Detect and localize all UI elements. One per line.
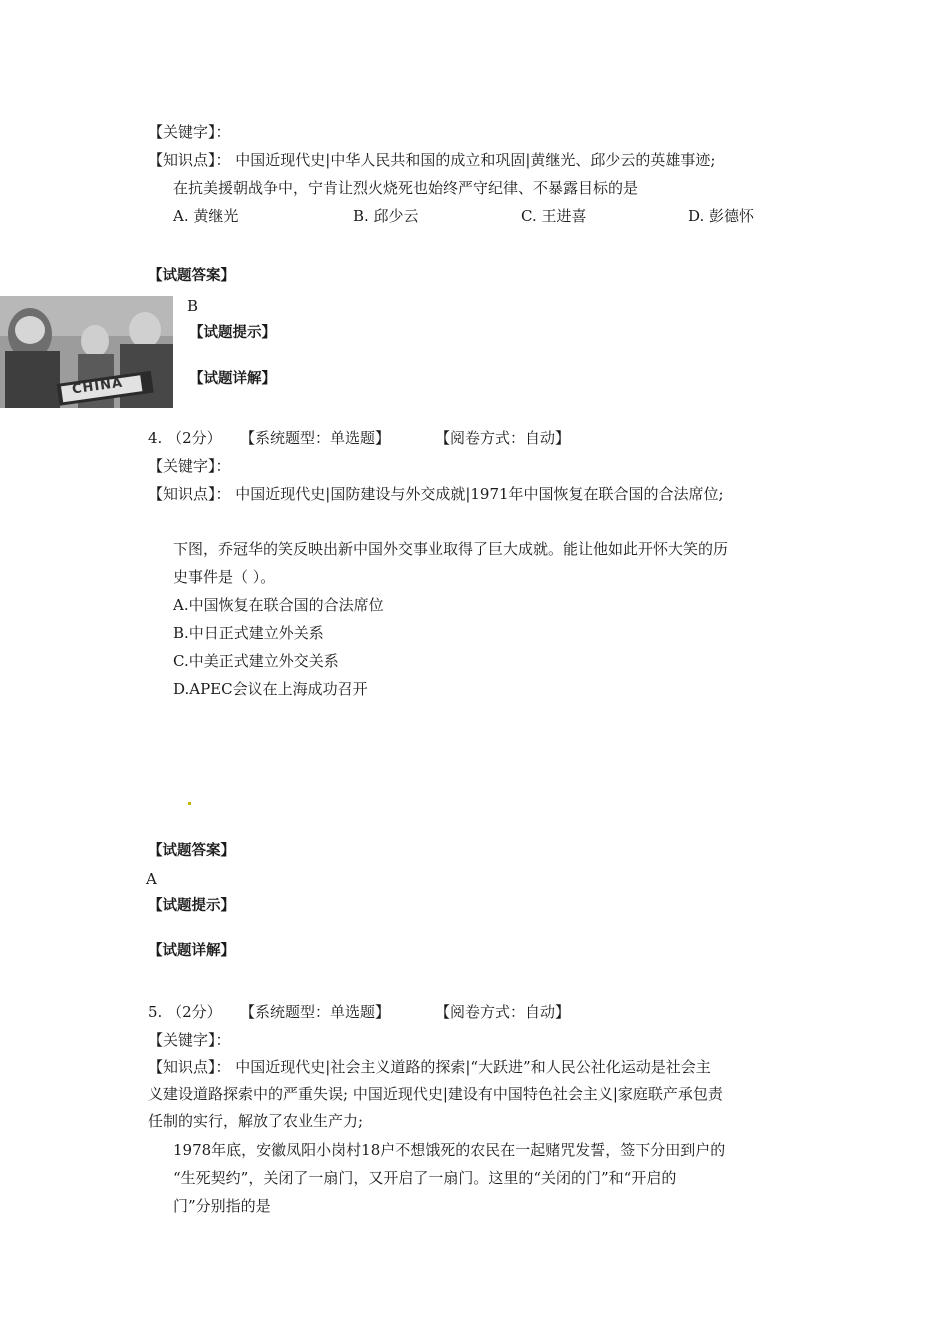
q4-hint-label: 【试题提示】 bbox=[148, 898, 235, 914]
q3-option-d: D. 彭德怀 bbox=[688, 207, 755, 225]
q5-grading-mode: 【阅卷方式：自动】 bbox=[435, 1003, 571, 1021]
q5-stem-line-2: “生死契约”，关闭了一扇门，又开启了一扇门。这里的“关闭的门”和“开启的 bbox=[173, 1169, 677, 1187]
q3-option-b: B. 邱少云 bbox=[353, 207, 419, 225]
q4-stem-line-1: 下图，乔冠华的笑反映出新中国外交事业取得了巨大成就。能让他如此开怀大笑的历 bbox=[173, 540, 729, 558]
q4-system-type: 【系统题型：单选题】 bbox=[240, 429, 391, 447]
q5-number-score: 5. （2分） bbox=[148, 1003, 222, 1021]
q4-knowledge-points: 【知识点】： 中国近现代史|国防建设与外交成就|1971年中国恢复在联合国的合法席位; bbox=[148, 485, 724, 503]
q3-keywords: 【关键字】： bbox=[148, 123, 231, 141]
q4-option-a: A.中国恢复在联合国的合法席位 bbox=[173, 596, 384, 614]
q4-answer-label: 【试题答案】 bbox=[148, 843, 235, 859]
q4-detail-label: 【试题详解】 bbox=[148, 943, 235, 959]
q4-answer: A bbox=[146, 870, 157, 888]
q3-option-a: A. 黄继光 bbox=[173, 207, 239, 225]
q5-knowledge-line-3: 任制的实行，解放了农业生产力; bbox=[148, 1112, 364, 1130]
q5-knowledge-line-1: 【知识点】： 中国近现代史|社会主义道路的探索|“大跃进”和人民公社化运动是社会主 bbox=[148, 1058, 711, 1076]
q4-option-b: B.中日正式建立外关系 bbox=[173, 624, 324, 642]
q5-stem-line-3: 门”分别指的是 bbox=[173, 1197, 271, 1215]
q4-option-c: C.中美正式建立外交关系 bbox=[173, 652, 339, 670]
q3-option-c: C. 王进喜 bbox=[521, 207, 587, 225]
q5-knowledge-line-2: 义建设道路探索中的严重失误; 中国近现代史|建设有中国特色社会主义|家庭联产承包责 bbox=[148, 1085, 723, 1103]
china-placard-text: CHINA bbox=[71, 375, 124, 398]
qiao-guanhua-laughing-photo bbox=[0, 296, 173, 408]
q3-hint-label: 【试题提示】 bbox=[189, 325, 276, 341]
q5-system-type: 【系统题型：单选题】 bbox=[240, 1003, 391, 1021]
q4-keywords: 【关键字】： bbox=[148, 457, 231, 475]
q3-answer: B bbox=[187, 297, 199, 315]
q3-detail-label: 【试题详解】 bbox=[189, 371, 276, 387]
q4-stem-line-2: 史事件是（ ）。 bbox=[173, 568, 276, 586]
q5-keywords: 【关键字】： bbox=[148, 1031, 231, 1049]
q4-option-d: D.APEC会议在上海成功召开 bbox=[173, 680, 368, 698]
q3-knowledge-points: 【知识点】： 中国近现代史|中华人民共和国的成立和巩固|黄继光、邱少云的英雄事迹; bbox=[148, 151, 716, 169]
q3-question-stem: 在抗美援朝战争中，宁肯让烈火烧死也始终严守纪律、不暴露目标的是 bbox=[173, 179, 639, 197]
q4-grading-mode: 【阅卷方式：自动】 bbox=[435, 429, 571, 447]
q4-number-score: 4. （2分） bbox=[148, 429, 222, 447]
q3-answer-label: 【试题答案】 bbox=[148, 268, 235, 284]
decorative-dot bbox=[188, 802, 191, 805]
q5-stem-line-1: 1978年底，安徽凤阳小岗村18户不想饿死的农民在一起赌咒发誓，签下分田到户的 bbox=[173, 1141, 726, 1159]
